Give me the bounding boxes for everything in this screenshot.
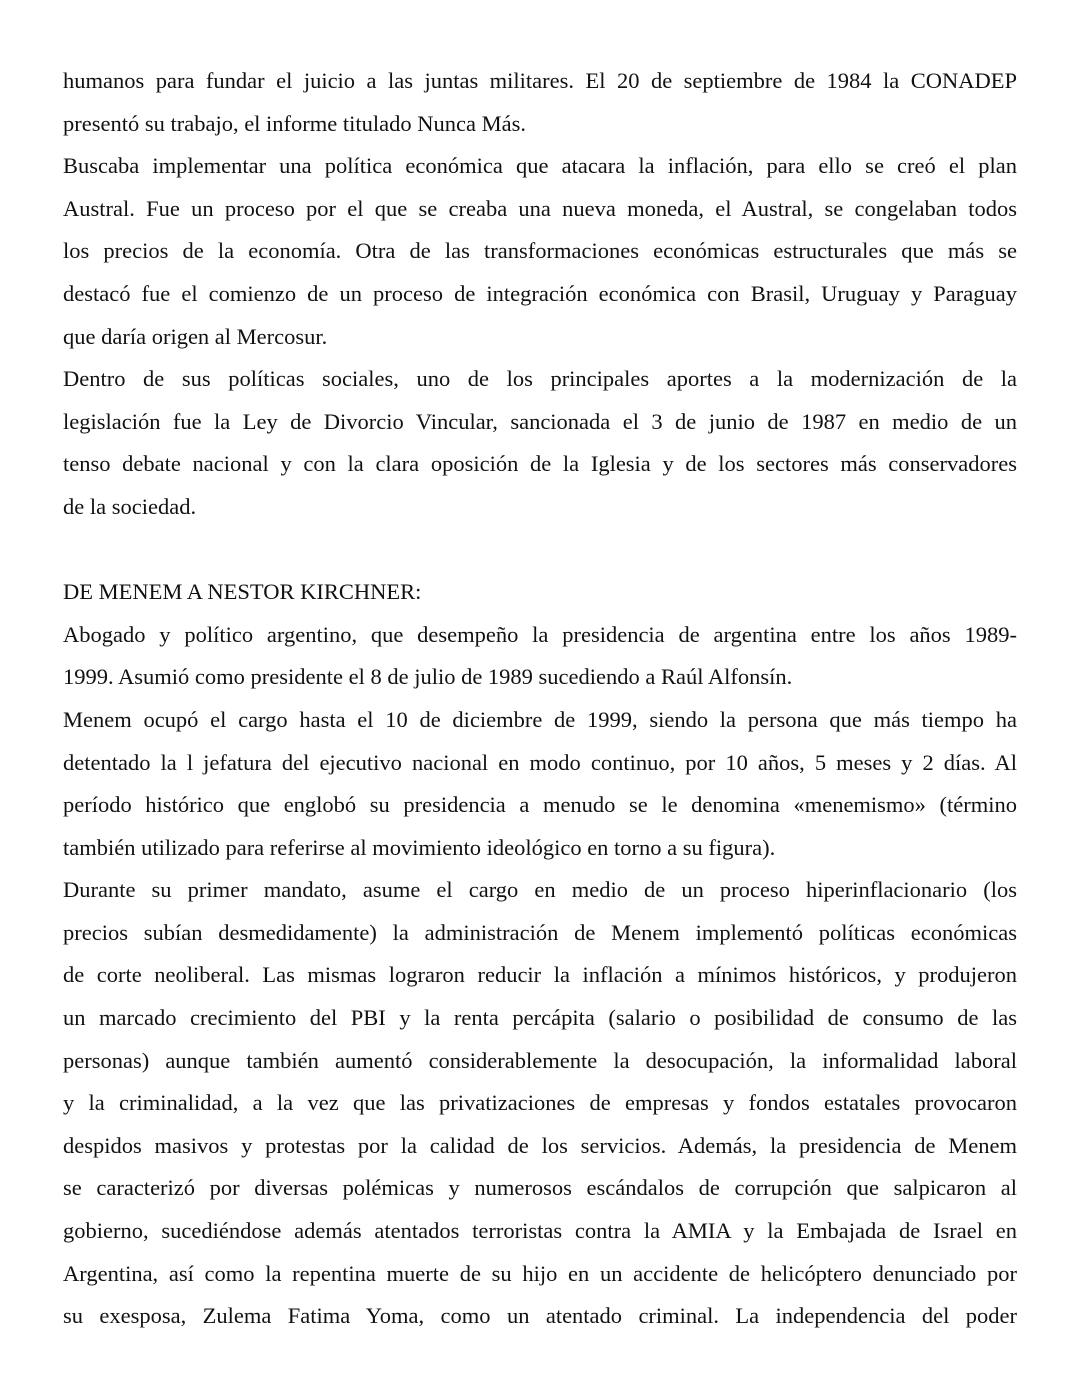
text-line: Durante su primer mandato, asume el cargo en medio de un proceso hiperinflacionario (los bbox=[63, 877, 1017, 903]
text-line: Argentina, así como la repentina muerte de su hijo en un accidente de helicóptero denunciado por bbox=[63, 1260, 1017, 1286]
paragraph bbox=[63, 62, 1017, 147]
paragraph bbox=[63, 871, 1017, 1340]
blank-line bbox=[63, 531, 1017, 574]
section-heading bbox=[63, 573, 1017, 616]
text-line: Buscaba implementar una política económica que atacara la inflación, para ello se creó el plan bbox=[63, 153, 1017, 179]
text-line: tenso debate nacional y con la clara oposición de la Iglesia y de los sectores más conservadores bbox=[63, 451, 1017, 477]
text-line: Menem ocupó el cargo hasta el 10 de diciembre de 1999, siendo la persona que más tiempo ha bbox=[63, 706, 1017, 732]
text-line: personas) aunque también aumentó considerablemente la desocupación, la informalidad laboral bbox=[63, 1047, 1017, 1073]
text-line: de la sociedad. bbox=[63, 493, 197, 519]
text-line: destacó fue el comienzo de un proceso de integración económica con Brasil, Uruguay y Paraguay bbox=[63, 280, 1017, 306]
text-line: un marcado crecimiento del PBI y la renta percápita (salario o posibilidad de consumo de las bbox=[63, 1005, 1017, 1031]
text-line: DE MENEM A NESTOR KIRCHNER: bbox=[63, 579, 422, 605]
text-line: 1999. Asumió como presidente el 8 de julio de 1989 sucediendo a Raúl Alfonsín. bbox=[63, 664, 793, 690]
text-line: gobierno, sucediéndose además atentados terroristas contra la AMIA y la Embajada de Israel en bbox=[63, 1218, 1017, 1244]
paragraph bbox=[63, 701, 1017, 871]
text-line: Austral. Fue un proceso por el que se creaba una nueva moneda, el Austral, se congelaban todos bbox=[63, 195, 1017, 221]
text-line: presentó su trabajo, el informe titulado Nunca Más. bbox=[63, 110, 526, 136]
text-line: también utilizado para referirse al movimiento ideológico en torno a su figura). bbox=[63, 834, 776, 860]
text-line: legislación fue la Ley de Divorcio Vincular, sancionada el 3 de junio de 1987 en medio de un bbox=[63, 408, 1017, 434]
text-line: Dentro de sus políticas sociales, uno de los principales aportes a la modernización de la bbox=[63, 366, 1017, 392]
text-line: y la criminalidad, a la vez que las privatizaciones de empresas y fondos estatales provocaron bbox=[63, 1090, 1017, 1116]
text-line: humanos para fundar el juicio a las juntas militares. El 20 de septiembre de 1984 la CONADEP bbox=[63, 68, 1017, 93]
text-line: de corte neoliberal. Las mismas lograron reducir la inflación a mínimos históricos, y produjeron bbox=[63, 962, 1017, 988]
text-line: Abogado y político argentino, que desempeño la presidencia de argentina entre los años 1989- bbox=[63, 621, 1017, 647]
document-page bbox=[63, 62, 1017, 1340]
paragraph bbox=[63, 147, 1017, 360]
text-line: período histórico que englobó su presidencia a menudo se le denomina «menemismo» (término bbox=[63, 792, 1017, 818]
text-line: los precios de la economía. Otra de las transformaciones económicas estructurales que más se bbox=[63, 238, 1017, 264]
text-line: detentado la l jefatura del ejecutivo nacional en modo continuo, por 10 años, 5 meses y 2 días. Al bbox=[63, 749, 1017, 775]
text-line: precios subían desmedidamente) la administración de Menem implementó políticas económicas bbox=[63, 919, 1017, 945]
text-line: despidos masivos y protestas por la calidad de los servicios. Además, la presidencia de Menem bbox=[63, 1132, 1017, 1158]
paragraph bbox=[63, 360, 1017, 530]
text-line: se caracterizó por diversas polémicas y numerosos escándalos de corrupción que salpicaron al bbox=[63, 1175, 1017, 1201]
text-line: su exesposa, Zulema Fatima Yoma, como un atentado criminal. La independencia del poder bbox=[63, 1303, 1017, 1329]
paragraph bbox=[63, 616, 1017, 701]
text-line: que daría origen al Mercosur. bbox=[63, 323, 328, 349]
